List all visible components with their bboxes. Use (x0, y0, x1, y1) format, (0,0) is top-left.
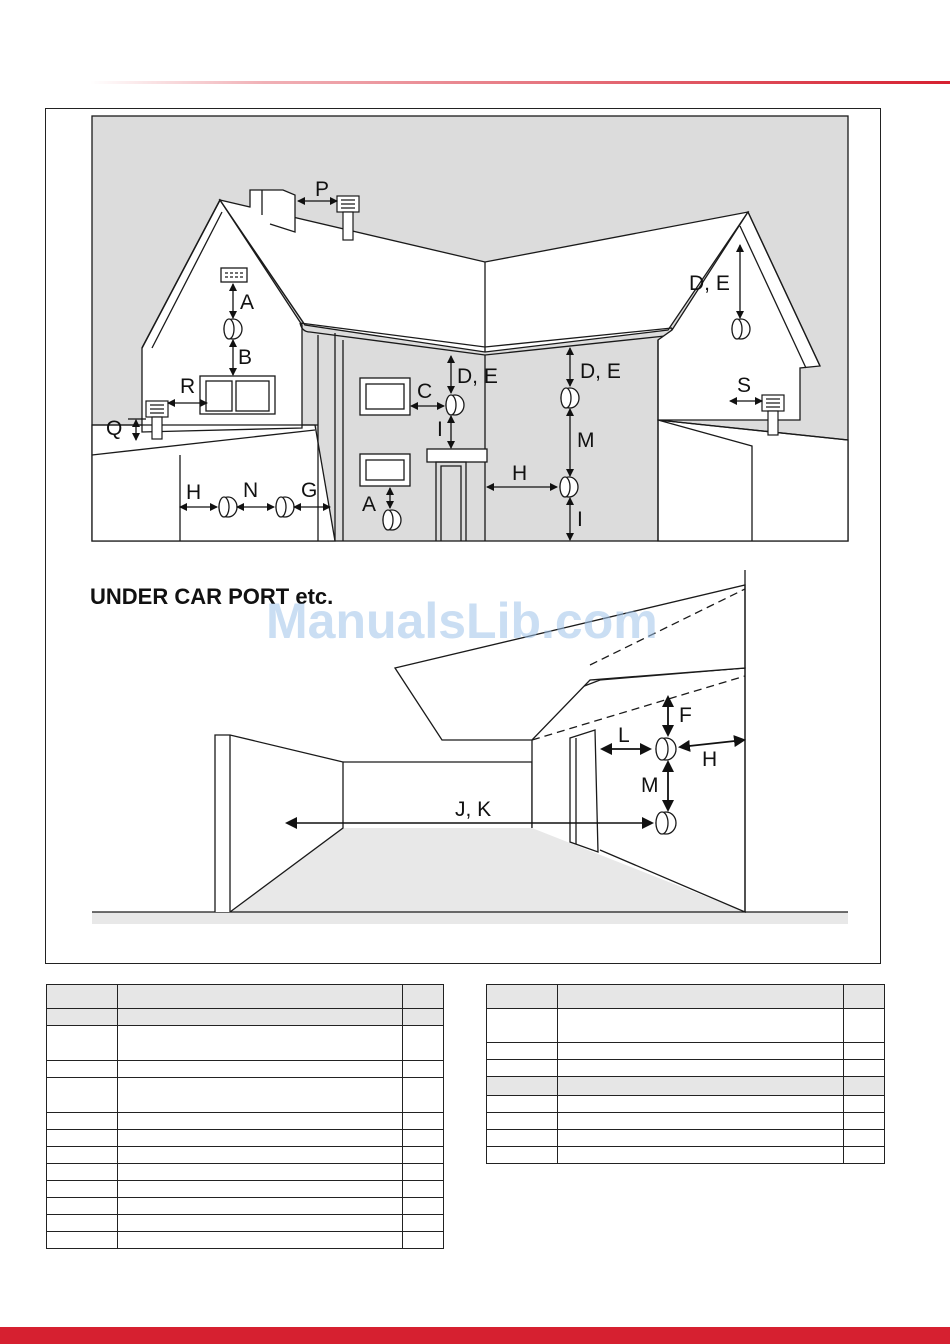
table-row (47, 1147, 444, 1164)
label-p: P (315, 178, 330, 201)
table-right (486, 984, 885, 1164)
terminal-n-left (219, 497, 237, 517)
watermark: ManualsLib.com (266, 593, 658, 649)
carport-floor (92, 912, 848, 924)
terminal-a-lower (383, 510, 401, 530)
label-s: S (737, 374, 752, 397)
label-b: B (238, 346, 253, 369)
door-canopy (427, 449, 487, 462)
table-row (47, 1130, 444, 1147)
terminal-de-right (732, 319, 750, 339)
table-row (47, 1215, 444, 1232)
label-f: F (679, 704, 692, 727)
label-a-lower: A (362, 493, 377, 516)
label-c: C (417, 380, 433, 403)
terminal-de-middle (561, 388, 579, 408)
label-i-upper: I (437, 418, 443, 441)
terminal-carport-lower (656, 812, 676, 834)
table-right-section-row (487, 1077, 885, 1096)
label-de-middle: D, E (580, 360, 621, 383)
carport-door (570, 730, 598, 852)
terminal-c (446, 395, 464, 415)
carport-heading: UNDER CAR PORT etc. (90, 584, 334, 609)
table-row (47, 1181, 444, 1198)
table-left-header-row (47, 985, 444, 1009)
table-row (487, 1043, 885, 1060)
terminal-carport-upper (656, 738, 676, 760)
table-row (47, 1113, 444, 1130)
table-row (47, 1232, 444, 1249)
label-g: G (301, 479, 318, 502)
table-row (47, 1198, 444, 1215)
table-row (487, 1060, 885, 1077)
label-h-middle: H (512, 462, 528, 485)
center-window-lower (360, 454, 410, 486)
label-a-upper: A (240, 291, 255, 314)
label-i-lower: I (577, 508, 583, 531)
table-row (487, 1009, 885, 1043)
table-right-header-row (487, 985, 885, 1009)
label-m-carport: M (641, 774, 659, 797)
table-row (487, 1130, 885, 1147)
table-row (47, 1164, 444, 1181)
table-row (487, 1113, 885, 1130)
label-m: M (577, 429, 595, 452)
terminal-h-middle (560, 477, 578, 497)
table-left-section-row (47, 1009, 444, 1026)
table-row (47, 1061, 444, 1078)
terminal-n-right (276, 497, 294, 517)
terminal-a-upper (224, 319, 242, 339)
label-de-center: D, E (457, 365, 498, 388)
label-h-carport: H (702, 748, 718, 771)
footer-accent-bar (0, 1327, 950, 1344)
label-q: Q (106, 417, 123, 440)
table-left (46, 984, 444, 1249)
label-r: R (180, 375, 196, 398)
label-l: L (618, 724, 630, 747)
table-row (47, 1078, 444, 1113)
table-row (487, 1147, 885, 1164)
label-de-right: D, E (689, 272, 730, 295)
label-h-left: H (186, 481, 202, 504)
table-row (47, 1026, 444, 1061)
label-n: N (243, 479, 259, 502)
table-row (487, 1096, 885, 1113)
label-jk: J, K (455, 798, 492, 821)
